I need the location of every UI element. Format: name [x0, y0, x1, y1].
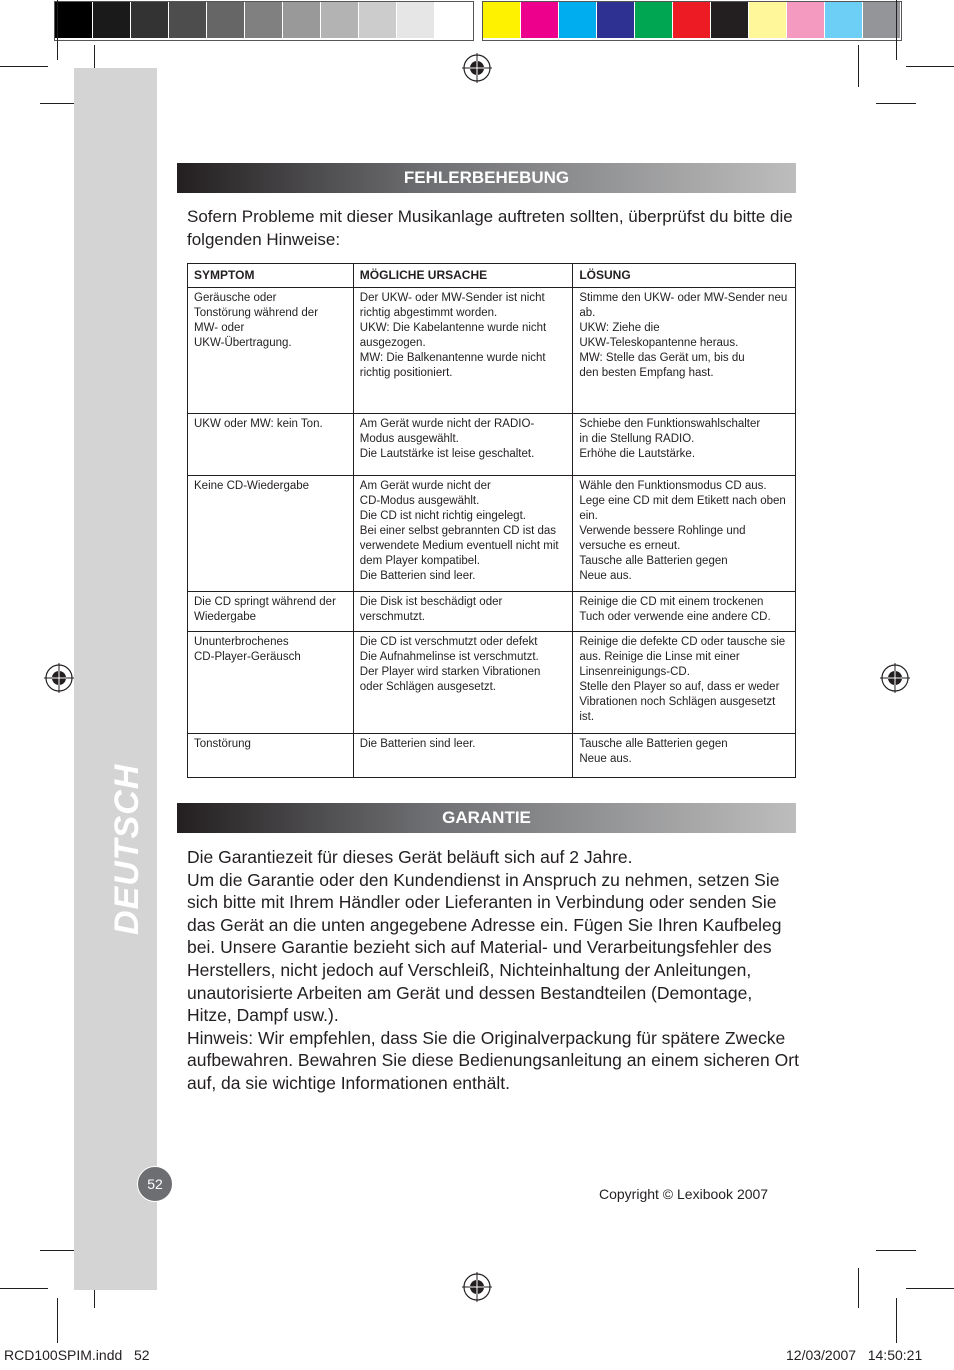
warranty-text: Die Garantiezeit für dieses Gerät beläuft sich auf 2 Jahre. Um die Garantie oder den Kundendienst in Anspruch zu nehmen, setzen Sie sich bitte mit Ihrem Händler oder Lieferanten in Verbindung oder senden Sie das Gerät an die unten angegebene Adresse ein. Fügen Sie Ihren Kaufbeleg bei. Unsere Garantie bezieht sich auf Material- und Verarbeitungsfehler des Herstellers, nicht jedoch auf Verschleiß, Nichteinhaltung der Anleitungen, unautorisierte Arbeiten am Gerät und dessen Bestandteilen (Demontage, Hitze, Dampf usw.). Hinweis: Wir empfehlen, dass Sie die Originalverpackung für spätere Zwecke aufbewahren. Bewahren Sie diese Bedienungsanleitung an einem sicheren Ort auf, da sie wichtige Informationen enthält. — [187, 847, 799, 1093]
color-swatch — [521, 2, 559, 38]
troubleshooting-intro: Sofern Probleme mit dieser Musikanlage auftreten sollten, überprüfst du bitte die folgenden Hinweise: — [187, 207, 793, 249]
cause-cell: Die CD ist verschmutzt oder defekt Die Aufnahmelinse ist verschmutzt. Der Player wird starken Vibrationen oder Schlägen ausgesetzt. — [353, 632, 573, 734]
solution-cell: Schiebe den Funktionswahlschalter in die Stellung RADIO. Erhöhe die Lautstärke. — [573, 414, 796, 476]
crop-mark — [57, 1298, 58, 1343]
symptom-cell: Tonstörung — [188, 734, 354, 778]
solution-cell: Wähle den Funktionsmodus CD aus. Lege eine CD mit dem Etikett nach oben ein. Verwende bessere Rohlinge und versuche es erneut. Tausche alle Batterien gegen Neue aus. — [573, 476, 796, 592]
gray-swatch — [55, 2, 93, 38]
table-row — [188, 476, 796, 592]
crop-mark — [876, 1250, 916, 1251]
gray-swatch — [245, 2, 283, 38]
gray-swatch — [397, 2, 435, 38]
warranty-heading: GARANTIE — [177, 803, 796, 833]
crop-mark — [40, 1250, 78, 1251]
color-swatch — [483, 2, 521, 38]
cause-cell: Am Gerät wurde nicht der CD-Modus ausgewählt. Die CD ist nicht richtig eingelegt. Bei einer selbst gebrannten CD ist das verwendete Medium eventuell nicht mit dem Player kompatibel. Die Batterien sind leer. — [353, 476, 573, 592]
crop-mark — [57, 0, 58, 60]
color-calibration-bar — [482, 1, 902, 41]
crop-mark — [0, 1288, 48, 1289]
page-number: 52 — [137, 1166, 173, 1202]
cause-cell: Die Disk ist beschädigt oder verschmutzt. — [353, 592, 573, 632]
column-header-solution: LÖSUNG — [573, 264, 796, 288]
column-header-cause: MÖGLICHE URSACHE — [353, 264, 573, 288]
troubleshooting-table — [187, 263, 796, 778]
table-row — [188, 632, 796, 734]
table-row — [188, 592, 796, 632]
table-row — [188, 414, 796, 476]
solution-cell: Tausche alle Batterien gegen Neue aus. — [573, 734, 796, 778]
language-label: DEUTSCH — [108, 763, 146, 935]
registration-mark-icon — [880, 663, 910, 693]
crop-mark — [906, 66, 954, 67]
symptom-cell: Geräusche oder Tonstörung während der MW- oder UKW-Übertragung. — [188, 288, 354, 414]
crop-mark — [0, 66, 48, 67]
solution-cell: Reinige die CD mit einem trockenen Tuch oder verwende eine andere CD. — [573, 592, 796, 632]
crop-mark — [858, 1268, 859, 1308]
crop-mark — [896, 0, 897, 60]
symptom-cell: Die CD springt während der Wiedergabe — [188, 592, 354, 632]
color-swatch — [673, 2, 711, 38]
color-swatch — [787, 2, 825, 38]
gray-swatch — [321, 2, 359, 38]
crop-mark — [40, 103, 78, 104]
language-sidebar — [74, 68, 157, 1290]
copyright: Copyright © Lexibook 2007 — [599, 1186, 769, 1202]
gray-swatch — [435, 2, 473, 38]
symptom-cell: Ununterbrochenes CD-Player-Geräusch — [188, 632, 354, 734]
table-row — [188, 734, 796, 778]
troubleshooting-heading: FEHLERBEHEBUNG — [177, 163, 796, 193]
gray-swatch — [283, 2, 321, 38]
color-swatch — [825, 2, 863, 38]
cause-cell: Am Gerät wurde nicht der RADIO-Modus ausgewählt. Die Lautstärke ist leise geschaltet. — [353, 414, 573, 476]
gray-swatch — [169, 2, 207, 38]
crop-mark — [906, 1288, 954, 1289]
crop-mark — [876, 103, 916, 104]
table-row — [188, 288, 796, 414]
color-swatch — [597, 2, 635, 38]
gray-swatch — [207, 2, 245, 38]
crop-mark — [896, 1298, 897, 1343]
gray-swatch — [359, 2, 397, 38]
solution-cell: Stimme den UKW- oder MW-Sender neu ab. UKW: Ziehe die UKW-Teleskopantenne heraus. MW: Stelle das Gerät um, bis du den besten Empfang hast. — [573, 288, 796, 414]
solution-cell: Reinige die defekte CD oder tausche sie aus. Reinige die Linse mit einer Linsenreinigungs-CD. Stelle den Player so auf, dass er weder Vibrationen noch Schlägen ausgesetzt ist. — [573, 632, 796, 734]
gray-swatch — [93, 2, 131, 38]
gray-swatch — [131, 2, 169, 38]
table-header-row — [188, 264, 796, 288]
color-swatch — [635, 2, 673, 38]
column-header-symptom: SYMPTOM — [188, 264, 354, 288]
registration-mark-icon — [462, 1272, 492, 1302]
color-swatch — [749, 2, 787, 38]
color-swatch — [711, 2, 749, 38]
cause-cell: Die Batterien sind leer. — [353, 734, 573, 778]
crop-mark — [858, 45, 859, 87]
symptom-cell: UKW oder MW: kein Ton. — [188, 414, 354, 476]
color-swatch — [559, 2, 597, 38]
symptom-cell: Keine CD-Wiedergabe — [188, 476, 354, 592]
registration-mark-icon — [462, 53, 492, 83]
cause-cell: Der UKW- oder MW-Sender ist nicht richtig abgestimmt worden. UKW: Die Kabelantenne wurde nicht ausgezogen. MW: Die Balkenantenne wurde nicht richtig positioniert. — [353, 288, 573, 414]
slug-timestamp: 12/03/2007 14:50:21 — [786, 1347, 923, 1363]
slug-filename: RCD100SPIM.indd 52 — [4, 1347, 150, 1363]
registration-mark-icon — [44, 663, 74, 693]
gray-calibration-bar — [54, 1, 474, 41]
